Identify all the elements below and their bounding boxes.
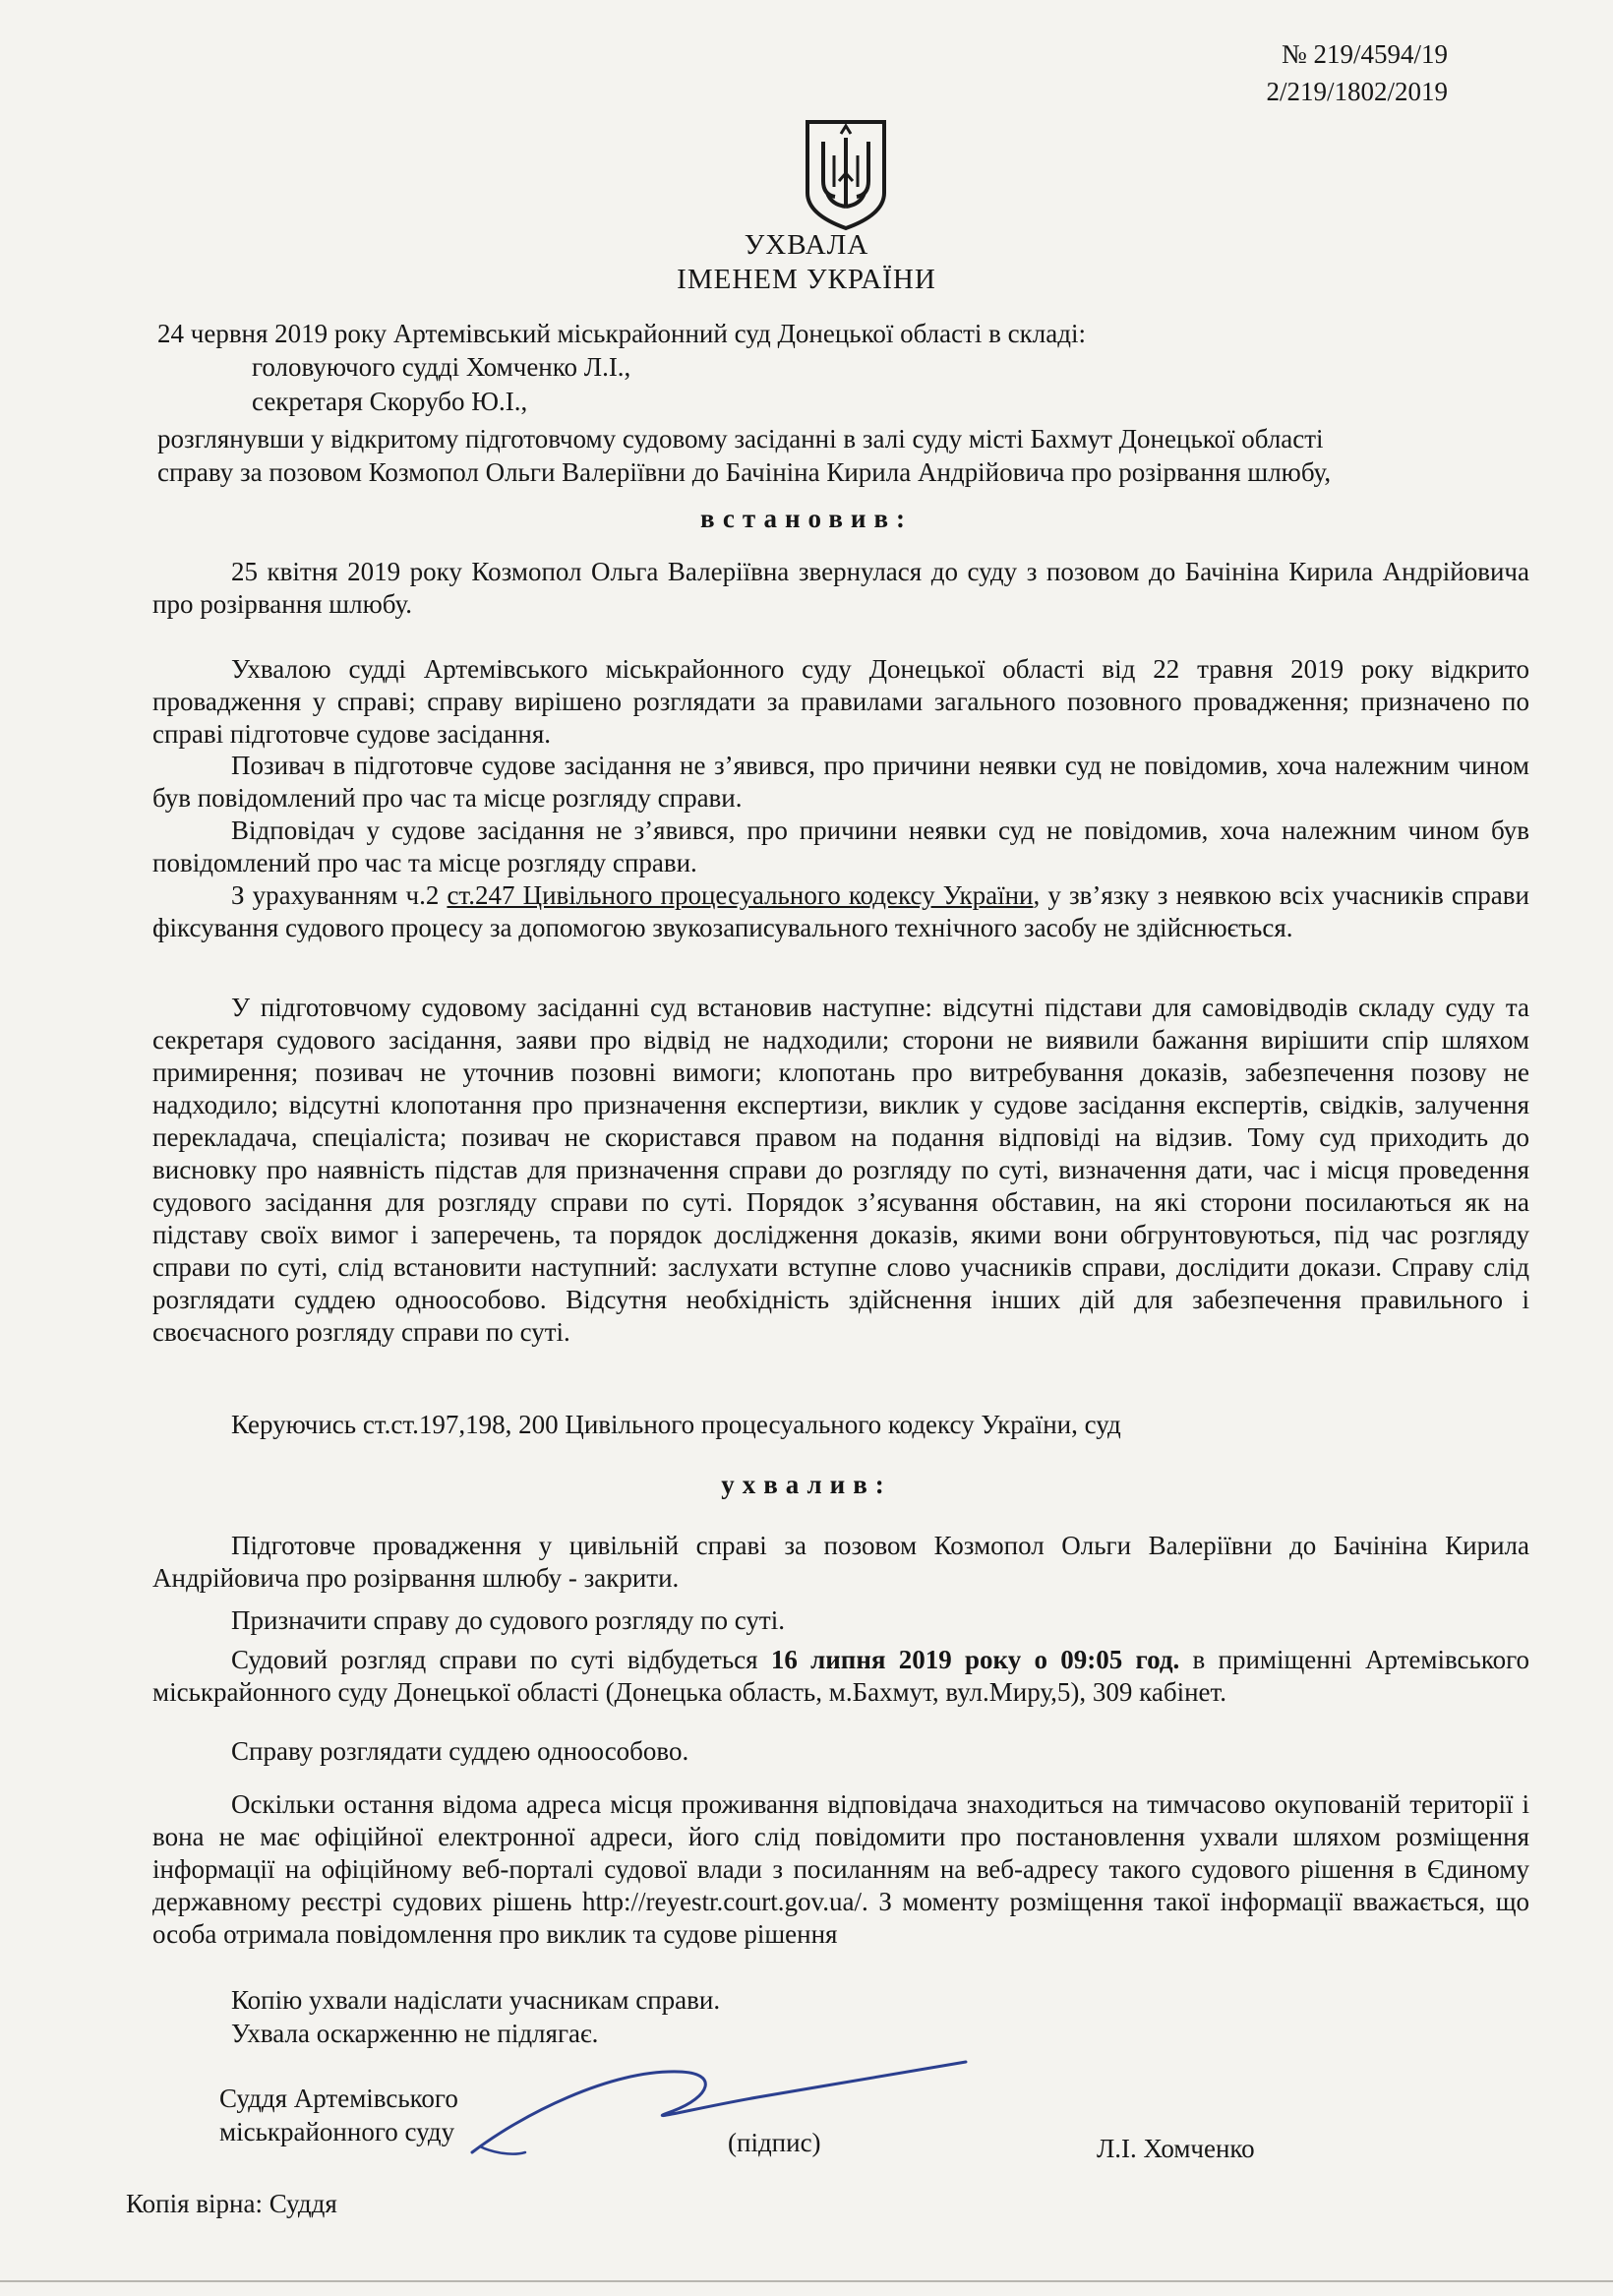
paragraph-proceedings-opened: Ухвалою судді Артемівського міськрайонного суду Донецької області від 22 травня 2019 року відкрито провадження у справі; справу вирішено розглядати за правилами загального позовного провадження; призначено по справі підготовче судове засідання. [152, 654, 1529, 749]
page-bottom-edge [0, 2280, 1613, 2282]
judge-name: Л.І. Хомченко [1097, 2134, 1255, 2163]
case-number-2: 2/219/1802/2019 [1266, 77, 1448, 106]
ruling-not-appealable: Ухвала оскарженню не підлягає. [231, 2019, 599, 2048]
law-reference-link[interactable]: ст.247 Цивільного процесуального кодексу України [447, 880, 1034, 910]
coat-of-arms-icon [802, 116, 890, 232]
paragraph-preparatory-findings: У підготовчому судовому засіданні суд встановив наступне: відсутні підстави для самовідводів складу суду та секретаря судового засідання, заяви про відвід не надходили; сторони не виявили бажання вирішити спір шляхом примирення; позивач не уточнив позовні вимоги; клопотань про витребування доказів, забезпечення позову не надходило; відсутні клопотання про призначення експертизи, виклик у судове засідання експертів, свідків, залучення перекладача, спеціаліста; позивач не скористався правом на подання відповіді на відзив. Тому суд приходить до висновку про наявність підстав для призначення справи до розгляду по суті, визначення дати, час і місця проведення судового засідання для розгляду справи по суті. Порядок з’ясування обставин, на які сторони посилаються як на підставу своїх вимог і заперечень, та порядок дослідження доказів, якими вони обгрунтовуються, під час розгляду справи по суті, слід встановити наступний: заслухати вступне слово учасників справи, дослідити докази. Справу слід розглядати суддею одноособово. Відсутня необхідність здійснення інших дій для забезпечення правильного і своєчасного розгляду справи по суті. [152, 993, 1529, 1347]
judge-role-line-2: міськрайонного суду [219, 2117, 455, 2146]
intro-line-3: секретаря Скорубо Ю.І., [252, 387, 528, 416]
handwritten-signature-icon [462, 2036, 974, 2164]
signature-label: (підпис) [728, 2128, 821, 2157]
intro-line-5: справу за позовом Козмопол Ольги Валеріївни до Бачініна Кирила Андрійовича про розірвання шлюбу, [157, 457, 1332, 487]
ruling-single-judge: Справу розглядати суддею одноособово. [231, 1736, 689, 1766]
case-number-block [1266, 35, 1448, 110]
case-number-1: № 219/4594/19 [1281, 39, 1448, 69]
hearing-datetime: 16 липня 2019 року о 09:05 год. [770, 1645, 1180, 1674]
paragraph-defendant-absent: Відповідач у судове засідання не з’явився, про причини неявки суд не повідомив, хоча належним чином був повідомлений про час та місце розгляду справи. [152, 816, 1529, 877]
ruling-hearing-date: Судовий розгляд справи по суті відбудеться 16 липня 2019 року о 09:05 год. в приміщенні Артемівського міськрайонного суду Донецької області (Донецька область, м.Бахмут, вул.Миру,5), 309 кабінет. [152, 1645, 1529, 1707]
ruled-heading: ухвалив: [721, 1470, 892, 1499]
ruling-notification: Оскільки остання відома адреса місця проживання відповідача знаходиться на тимчасово окупованій території і вона не має офіційної електронної адреси, його слід повідомити про постановлення ухвали шляхом розміщення інформації на офіційному веб-порталі судової влади з посиланням на веб-адресу такого судового рішення в Єдиному державному реєстрі судових рішень http://reyestr.court.gov.ua/. З моменту розміщення такої інформації вважається, що особа отримала повідомлення про виклик та судове рішення [152, 1789, 1529, 1949]
document-subtitle: ІМЕНЕМ УКРАЇНИ [677, 264, 936, 295]
paragraph-filing: 25 квітня 2019 року Козмопол Ольга Валеріївна звернулася до суду з позовом до Бачініна Кирила Андрійовича про розірвання шлюбу. [152, 557, 1529, 619]
judge-role-line-1: Суддя Артемівського [219, 2084, 458, 2113]
established-heading: встановив: [699, 504, 914, 533]
copy-certified-note: Копія вірна: Суддя [126, 2189, 337, 2218]
document-title: УХВАЛА [744, 229, 869, 261]
intro-line-4: розглянувши у відкритому підготовчому судовому засіданні в залі суду місті Бахмут Донецької області [157, 424, 1324, 453]
intro-line-1: 24 червня 2019 року Артемівський міськрайонний суд Донецької області в складі: [157, 319, 1086, 348]
intro-line-2: головуючого судді Хомченко Л.І., [252, 352, 631, 382]
paragraph-plaintiff-absent: Позивач в підготовче судове засідання не з’явився, про причини неявки суд не повідомив, хоча належним чином був повідомлений про час та місце розгляду справи. [152, 751, 1529, 813]
paragraph-guided-by: Керуючись ст.ст.197,198, 200 Цивільного процесуального кодексу України, суд [231, 1410, 1121, 1439]
ruling-schedule-trial: Призначити справу до судового розгляду по суті. [231, 1605, 785, 1635]
ruling-close-preparatory: Підготовче провадження у цивільній справі за позовом Козмопол Ольги Валеріївни до Бачініна Кирила Андрійовича про розірвання шлюбу - закрити. [152, 1531, 1529, 1593]
ruling-send-copy: Копію ухвали надіслати учасникам справи. [231, 1985, 721, 2015]
paragraph-recording: З урахуванням ч.2 ст.247 Цивільного процесуального кодексу України, у зв’язку з неявкою всіх учасників справи фіксування судового процесу за допомогою звукозаписувального технічного засобу не здійснюється. [152, 880, 1529, 942]
